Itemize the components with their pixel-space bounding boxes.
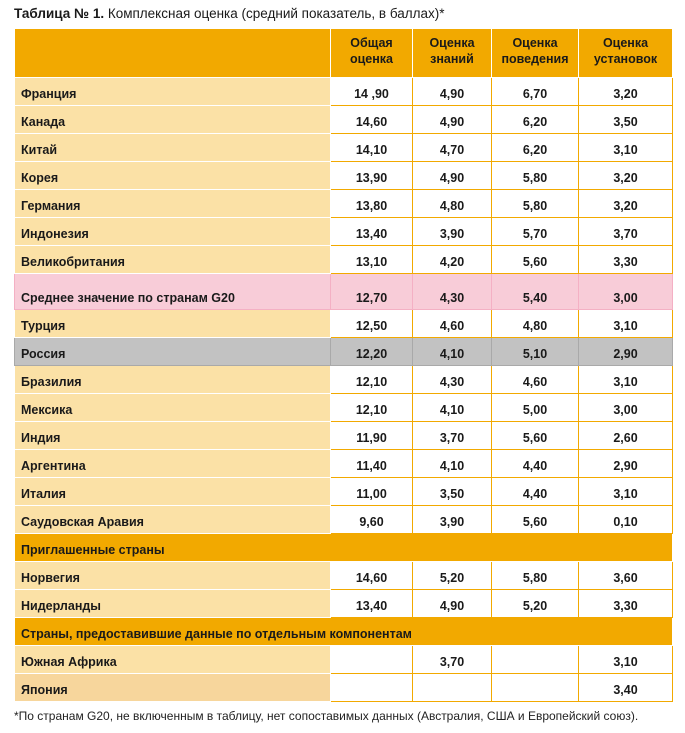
cell-behavior: 6,20	[492, 134, 579, 162]
country-name: Мексика	[15, 394, 331, 422]
cell-knowledge: 4,90	[413, 162, 492, 190]
section-title: Приглашенные страны	[15, 534, 673, 562]
cell-attitudes: 2,90	[579, 338, 673, 366]
cell-total: 13,40	[331, 590, 413, 618]
table-row	[15, 394, 673, 422]
table-row	[15, 106, 673, 134]
table-row	[15, 134, 673, 162]
cell-behavior: 5,60	[492, 422, 579, 450]
table-row	[15, 674, 673, 702]
header-knowledge: Оценка знаний	[413, 29, 492, 78]
cell-attitudes: 3,20	[579, 162, 673, 190]
country-name: Корея	[15, 162, 331, 190]
cell-knowledge: 4,10	[413, 394, 492, 422]
cell-total: 11,00	[331, 478, 413, 506]
table-row	[15, 246, 673, 274]
cell-attitudes: 2,90	[579, 450, 673, 478]
cell-knowledge: 4,90	[413, 78, 492, 106]
cell-total	[331, 646, 413, 674]
cell-attitudes: 3,70	[579, 218, 673, 246]
cell-attitudes: 3,10	[579, 134, 673, 162]
table-row	[15, 506, 673, 534]
cell-knowledge: 4,10	[413, 450, 492, 478]
cell-behavior: 5,10	[492, 338, 579, 366]
cell-behavior: 5,80	[492, 190, 579, 218]
cell-knowledge: 4,80	[413, 190, 492, 218]
cell-behavior: 5,80	[492, 162, 579, 190]
cell-attitudes: 3,30	[579, 246, 673, 274]
cell-attitudes: 0,10	[579, 506, 673, 534]
table-caption	[14, 6, 445, 21]
country-name: Саудовская Аравия	[15, 506, 331, 534]
country-name: Германия	[15, 190, 331, 218]
cell-attitudes: 3,50	[579, 106, 673, 134]
country-name: Великобритания	[15, 246, 331, 274]
cell-total: 12,50	[331, 310, 413, 338]
cell-behavior: 4,40	[492, 450, 579, 478]
cell-total: 9,60	[331, 506, 413, 534]
table-row-g20-average	[15, 274, 673, 310]
footnote: *По странам G20, не включенным в таблицу, нет сопоставимых данных (Австралия, США и Европейский союз).	[14, 709, 639, 723]
section-header-invited	[15, 534, 673, 562]
table-row	[15, 190, 673, 218]
section-title: Страны, предоставившие данные по отдельным компонентам	[15, 618, 673, 646]
country-name: Норвегия	[15, 562, 331, 590]
cell-total: 12,20	[331, 338, 413, 366]
cell-knowledge: 3,90	[413, 506, 492, 534]
cell-behavior: 6,20	[492, 106, 579, 134]
cell-knowledge: 4,90	[413, 590, 492, 618]
table-row	[15, 78, 673, 106]
cell-behavior: 5,60	[492, 506, 579, 534]
cell-total: 14,60	[331, 562, 413, 590]
cell-total: 13,90	[331, 162, 413, 190]
cell-attitudes: 3,40	[579, 674, 673, 702]
cell-knowledge: 4,30	[413, 366, 492, 394]
header-row	[15, 29, 673, 78]
cell-attitudes: 3,30	[579, 590, 673, 618]
cell-behavior: 5,80	[492, 562, 579, 590]
cell-total: 12,10	[331, 394, 413, 422]
caption-number: Таблица № 1.	[14, 6, 105, 21]
cell-attitudes: 3,20	[579, 190, 673, 218]
cell-attitudes: 3,60	[579, 562, 673, 590]
table-row	[15, 366, 673, 394]
table-row	[15, 478, 673, 506]
cell-attitudes: 2,60	[579, 422, 673, 450]
cell-knowledge: 3,70	[413, 646, 492, 674]
cell-behavior: 5,00	[492, 394, 579, 422]
cell-behavior: 5,40	[492, 274, 579, 310]
header-behavior: Оценка поведения	[492, 29, 579, 78]
cell-behavior	[492, 674, 579, 702]
cell-attitudes: 3,10	[579, 366, 673, 394]
country-name: Турция	[15, 310, 331, 338]
table-row	[15, 562, 673, 590]
table-row	[15, 162, 673, 190]
cell-total: 12,10	[331, 366, 413, 394]
cell-total: 14,10	[331, 134, 413, 162]
country-name: Индонезия	[15, 218, 331, 246]
cell-knowledge: 4,90	[413, 106, 492, 134]
country-name: Бразилия	[15, 366, 331, 394]
cell-total	[331, 674, 413, 702]
cell-behavior	[492, 646, 579, 674]
header-country	[15, 29, 331, 78]
table-row	[15, 450, 673, 478]
country-name: Нидерланды	[15, 590, 331, 618]
cell-knowledge: 4,60	[413, 310, 492, 338]
country-name: Япония	[15, 674, 331, 702]
country-name: Среднее значение по странам G20	[15, 274, 331, 310]
table-row	[15, 218, 673, 246]
cell-behavior: 5,60	[492, 246, 579, 274]
cell-knowledge: 4,10	[413, 338, 492, 366]
cell-attitudes: 3,00	[579, 394, 673, 422]
cell-knowledge: 4,30	[413, 274, 492, 310]
caption-text: Комплексная оценка (средний показатель, в баллах)*	[104, 6, 445, 21]
cell-attitudes: 3,10	[579, 646, 673, 674]
table-row	[15, 422, 673, 450]
cell-behavior: 4,40	[492, 478, 579, 506]
cell-knowledge: 3,90	[413, 218, 492, 246]
table-row	[15, 310, 673, 338]
cell-knowledge: 5,20	[413, 562, 492, 590]
section-header-partial	[15, 618, 673, 646]
country-name: Россия	[15, 338, 331, 366]
cell-total: 13,40	[331, 218, 413, 246]
cell-behavior: 5,70	[492, 218, 579, 246]
cell-total: 14,60	[331, 106, 413, 134]
cell-total: 14 ,90	[331, 78, 413, 106]
cell-total: 13,10	[331, 246, 413, 274]
cell-knowledge: 4,70	[413, 134, 492, 162]
header-attitudes: Оценка установок	[579, 29, 673, 78]
table-row	[15, 646, 673, 674]
cell-total: 11,40	[331, 450, 413, 478]
cell-knowledge: 3,50	[413, 478, 492, 506]
table-row	[15, 590, 673, 618]
cell-behavior: 4,60	[492, 366, 579, 394]
country-name: Китай	[15, 134, 331, 162]
country-name: Южная Африка	[15, 646, 331, 674]
cell-attitudes: 3,20	[579, 78, 673, 106]
cell-behavior: 6,70	[492, 78, 579, 106]
cell-knowledge	[413, 674, 492, 702]
table-row-russia	[15, 338, 673, 366]
cell-total: 11,90	[331, 422, 413, 450]
cell-behavior: 5,20	[492, 590, 579, 618]
cell-attitudes: 3,10	[579, 310, 673, 338]
country-name: Аргентина	[15, 450, 331, 478]
assessment-table	[14, 28, 673, 702]
country-name: Индия	[15, 422, 331, 450]
cell-behavior: 4,80	[492, 310, 579, 338]
cell-knowledge: 4,20	[413, 246, 492, 274]
cell-total: 13,80	[331, 190, 413, 218]
country-name: Канада	[15, 106, 331, 134]
cell-attitudes: 3,00	[579, 274, 673, 310]
header-total: Общая оценка	[331, 29, 413, 78]
country-name: Франция	[15, 78, 331, 106]
country-name: Италия	[15, 478, 331, 506]
cell-knowledge: 3,70	[413, 422, 492, 450]
cell-attitudes: 3,10	[579, 478, 673, 506]
cell-total: 12,70	[331, 274, 413, 310]
